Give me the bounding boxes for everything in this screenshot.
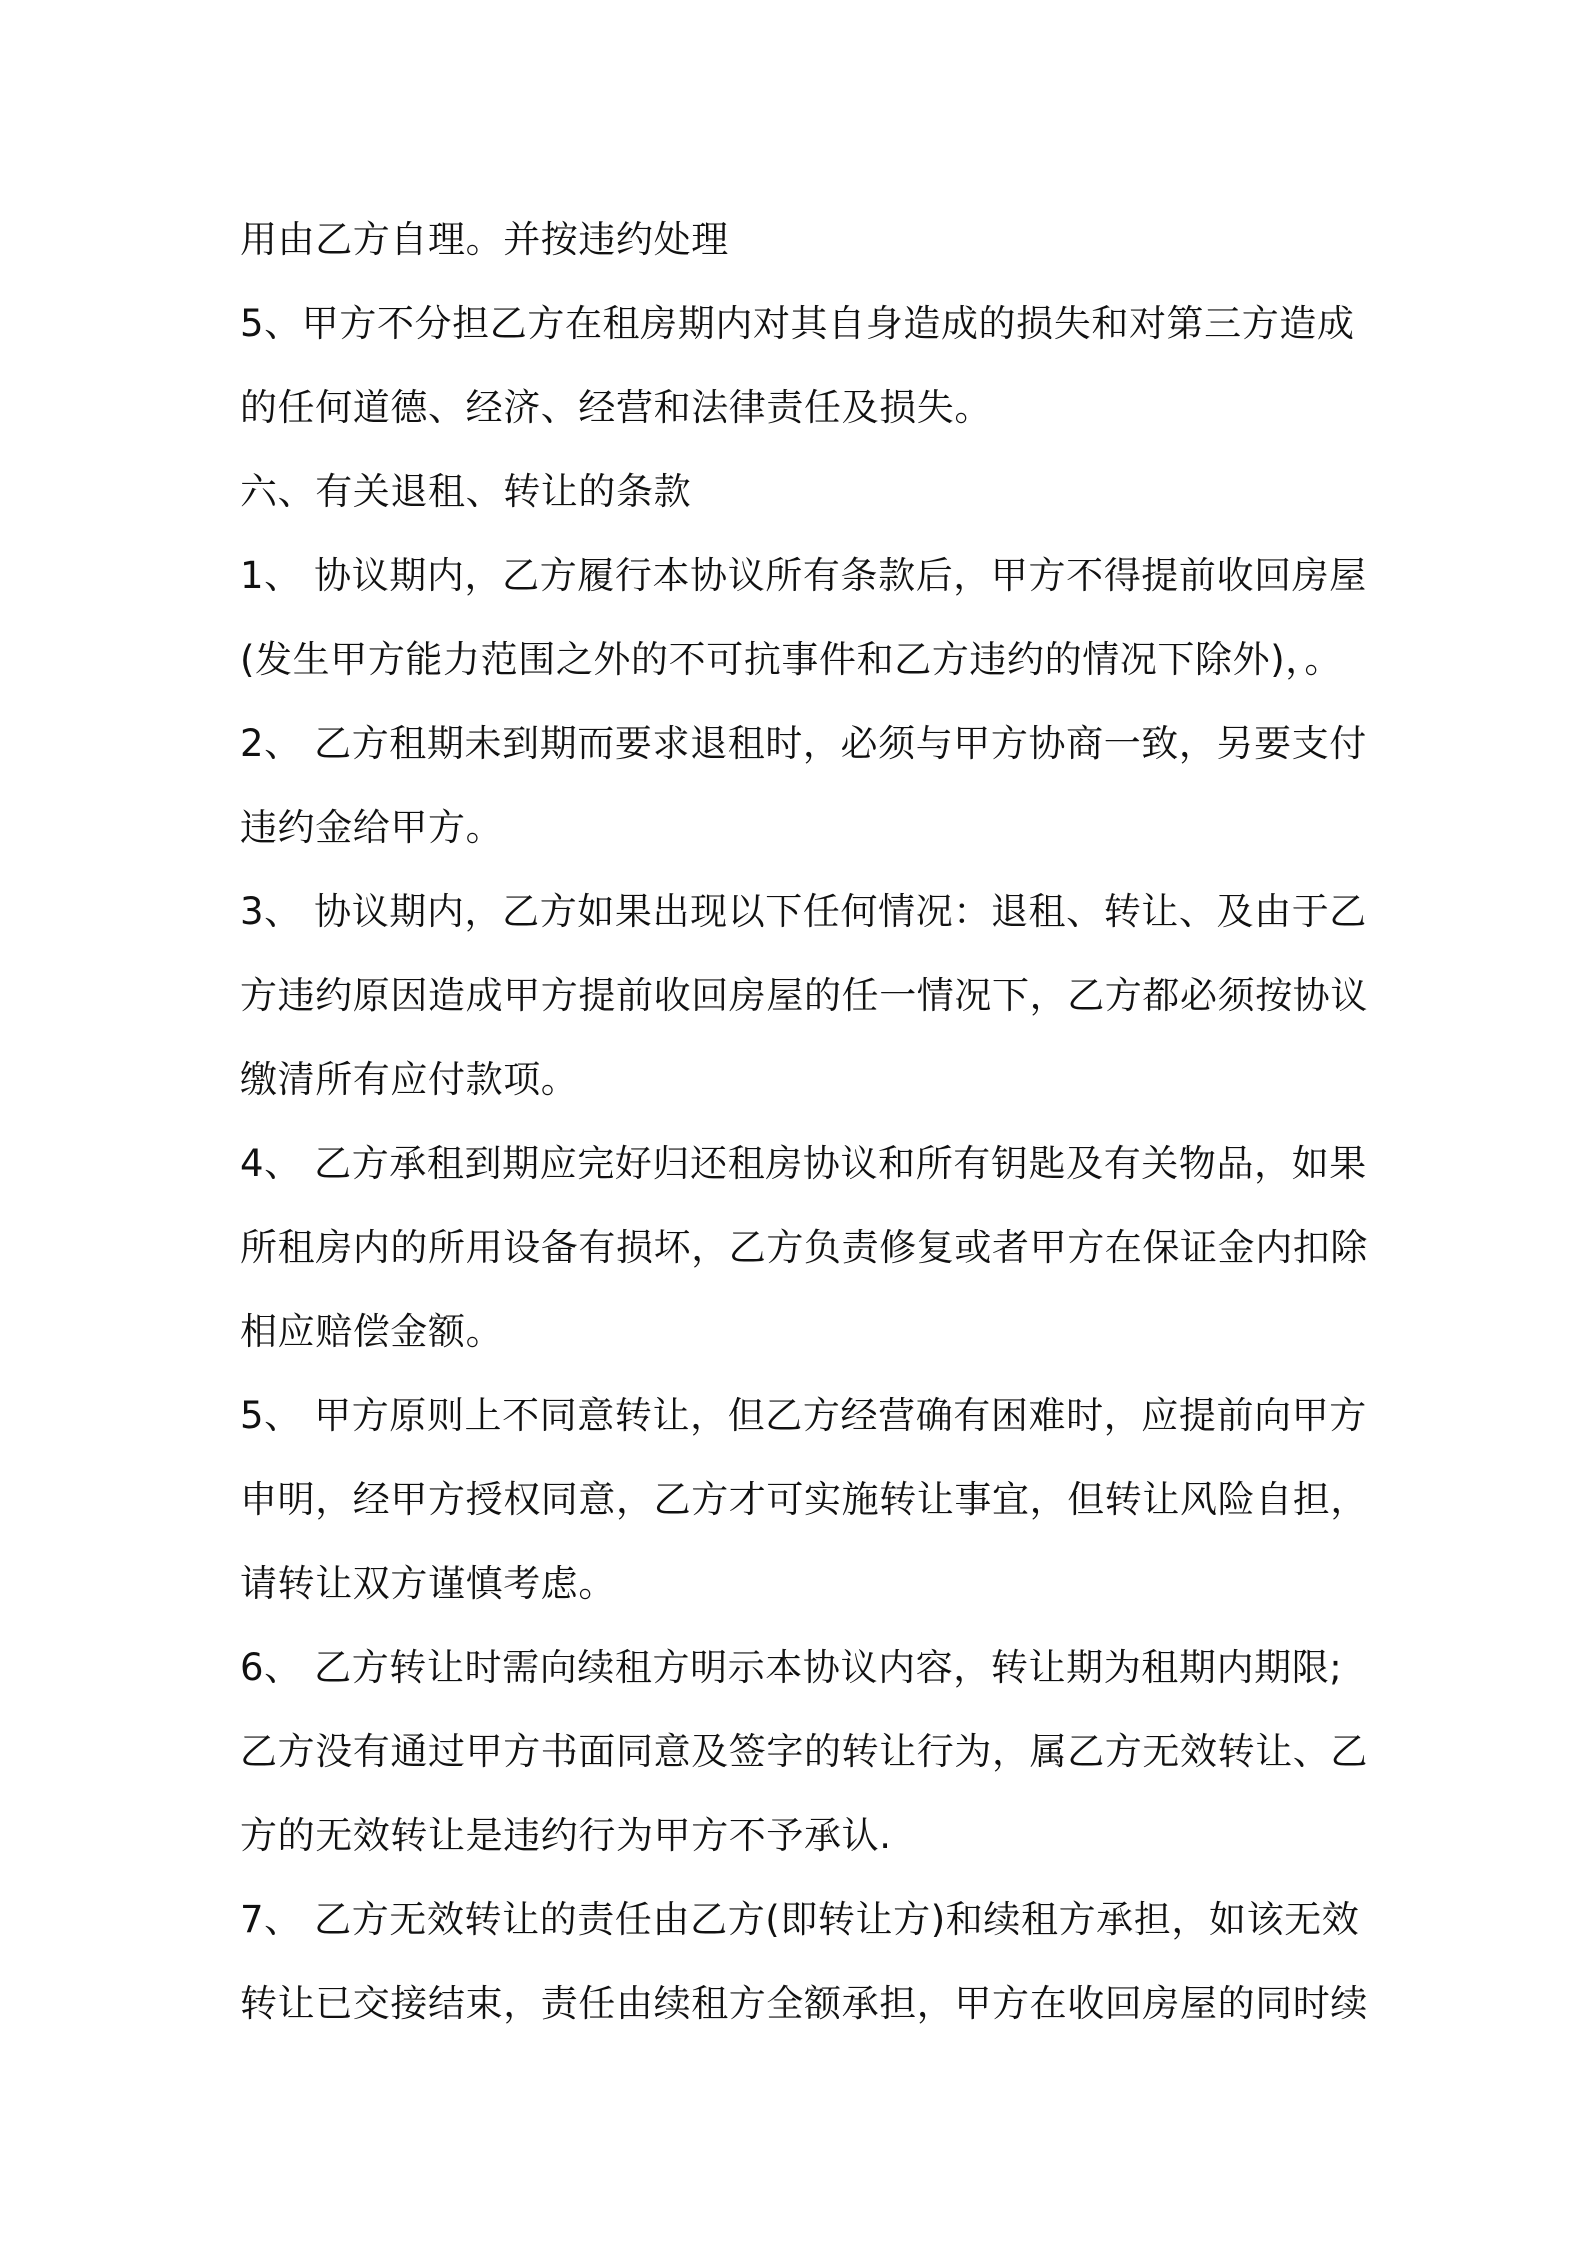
text-line: 的任何道德、经济、经营和法律责任及损失。	[240, 386, 992, 429]
text-line: 6、 乙方转让时需向续租方明示本协议内容，转让期为租期内期限;	[240, 1646, 1343, 1689]
text-line: 违约金给甲方。	[240, 806, 504, 849]
text-line: (发生甲方能力范围之外的不可抗事件和乙方违约的情况下除外)，。	[240, 638, 1342, 681]
text-line: 5、 甲方原则上不同意转让，但乙方经营确有困难时，应提前向甲方	[240, 1394, 1367, 1437]
document-body	[240, 198, 1368, 2046]
text-line: 乙方没有通过甲方书面同意及签字的转让行为，属乙方无效转让、乙	[240, 1730, 1368, 1773]
text-line: 所租房内的所用设备有损坏，乙方负责修复或者甲方在保证金内扣除	[240, 1226, 1368, 1269]
text-line: 申明，经甲方授权同意，乙方才可实施转让事宜，但转让风险自担，	[240, 1478, 1368, 1521]
text-line: 方的无效转让是违约行为甲方不予承认.	[240, 1814, 892, 1857]
text-line: 2、 乙方租期未到期而要求退租时，必须与甲方协商一致，另要支付	[240, 722, 1367, 765]
text-line: 1、 协议期内，乙方履行本协议所有条款后，甲方不得提前收回房屋	[240, 554, 1367, 597]
text-line: 方违约原因造成甲方提前收回房屋的任一情况下，乙方都必须按协议	[240, 974, 1368, 1017]
text-line: 5、甲方不分担乙方在租房期内对其自身造成的损失和对第三方造成	[240, 302, 1355, 345]
text-line: 3、 协议期内，乙方如果出现以下任何情况：退租、转让、及由于乙	[240, 890, 1367, 933]
text-line: 4、 乙方承租到期应完好归还租房协议和所有钥匙及有关物品，如果	[240, 1142, 1367, 1185]
text-line: 转让已交接结束，责任由续租方全额承担，甲方在收回房屋的同时续	[240, 1982, 1368, 2025]
text-line: 请转让双方谨慎考虑。	[240, 1562, 616, 1605]
section-heading: 六、有关退租、转让的条款	[240, 470, 692, 513]
text-line: 缴清所有应付款项。	[240, 1058, 579, 1101]
text-line: 用由乙方自理。并按违约处理	[240, 218, 729, 261]
text-line: 7、 乙方无效转让的责任由乙方(即转让方)和续租方承担，如该无效	[240, 1898, 1360, 1941]
text-line: 相应赔偿金额。	[240, 1310, 504, 1353]
